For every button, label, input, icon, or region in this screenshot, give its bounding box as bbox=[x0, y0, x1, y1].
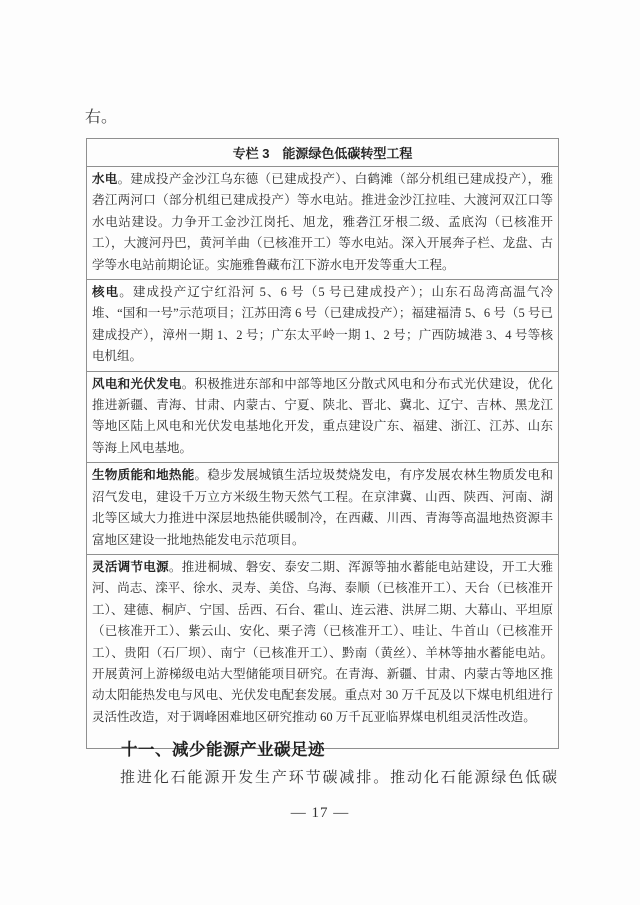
box-row-cell bbox=[87, 554, 559, 748]
box-row-text: 。建成投产辽宁红沿河 5、6 号（5 号已建成投产）；山东石岛湾高温气冷堆、“国和一号”示范项目；江苏田湾 6 号（已建成投产）；福建福清 5、6 号（5 号已建成投产），漳州一期 1、2 号；广东太平岭一期 1、2 号；广西防城港 3、4 号等核电机组。 bbox=[92, 285, 553, 364]
box-title-row bbox=[87, 139, 559, 167]
box-row-cell bbox=[87, 371, 559, 463]
box-row-cell bbox=[87, 280, 559, 372]
body-paragraph: 推进化石能源开发生产环节碳减排。推动化石能源绿色低碳 bbox=[120, 770, 557, 786]
box-row-lead: 灵活调节电源 bbox=[92, 559, 169, 574]
box-title: 专栏 3 能源绿色低碳转型工程 bbox=[87, 139, 559, 167]
box-row-lead: 水电 bbox=[92, 172, 118, 186]
box-row-text: 。建成投产金沙江乌东德（已建成投产）、白鹤滩（部分机组已建成投产），雅砻江两河口（部分机组已建成投产）等水电站。推进金沙江拉哇、大渡河双江口等水电站建设。力争开工金沙江岗托、旭龙，雅砻江牙根二级、孟底沟（已核准开工），大渡河丹巴，黄河羊曲（已核准开工）等水电站。深入开展奔子栏、龙盘、古学等水电站前期论证。实施雅鲁藏布江下游水电开发等重大工程。 bbox=[92, 172, 553, 272]
feature-box-table bbox=[86, 138, 559, 749]
box-row-text: 。积极推进东部和中部等地区分散式风电和分布式光伏建设，优化推进新疆、青海、甘肃、内蒙古、宁夏、陕北、晋北、冀北、辽宁、吉林、黑龙江等地区陆上风电和光伏发电基地化开发，重点建设广东、福建、浙江、江苏、山东等海上风电基地。 bbox=[92, 376, 553, 455]
box-row bbox=[87, 371, 559, 463]
box-row bbox=[87, 280, 559, 372]
box-row-cell bbox=[87, 167, 559, 280]
box-row-text: 。稳步发展城镇生活垃圾焚烧发电，有序发展农林生物质发电和沼气发电，建设千万立方米级生物天然气工程。在京津冀、山西、陕西、河南、湖北等区域大力推进中深层地热能供暖制冷，在西藏、川西、青海等高温地热资源丰富地区建设一批地热能发电示范项目。 bbox=[92, 468, 553, 547]
box-row-lead: 生物质能和地热能 bbox=[92, 468, 195, 483]
box-row bbox=[87, 167, 559, 280]
box-row bbox=[87, 463, 559, 555]
box-row-lead: 核电 bbox=[92, 285, 120, 300]
box-row-cell bbox=[87, 463, 559, 555]
box-row bbox=[87, 554, 559, 748]
previous-paragraph-continuation: 右。 bbox=[85, 109, 118, 126]
box-row-text: 。推进桐城、磐安、泰安二期、浑源等抽水蓄能电站建设，开工大雅河、尚志、滦平、徐水、灵寿、美岱、乌海、泰顺（已核准开工）、天台（已核准开工）、建德、桐庐、宁国、岳西、石台、霍山、连云港、洪屏二期、大幕山、平坦原（已核准开工）、紫云山、安化、栗子湾（已核准开工）、哇让、牛首山（已核准开工）、贵阳（石厂坝）、南宁（已核准开工）、黔南（黄丝）、羊林等抽水蓄能电站。开展黄河上游梯级电站大型储能项目研究。在青海、新疆、甘肃、内蒙古等地区推动太阳能热发电与风电、光伏发电配套发展。重点对 30 万千瓦及以下煤电机组进行灵活性改造，对于调峰困难地区研究推动 60 万千瓦亚临界煤电机组灵活性改造。 bbox=[92, 559, 553, 724]
page-number: — 17 — bbox=[290, 805, 350, 821]
box-row-lead: 风电和光伏发电 bbox=[92, 376, 182, 391]
section-heading: 十一、减少能源产业碳足迹 bbox=[121, 741, 325, 759]
